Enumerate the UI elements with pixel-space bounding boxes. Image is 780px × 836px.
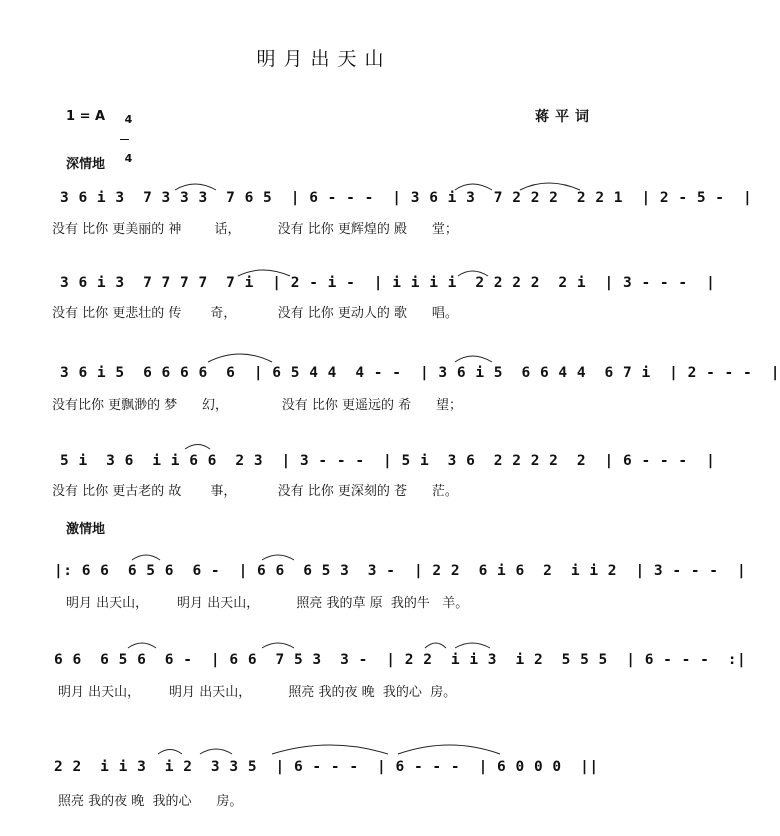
notation-row-1: 3 6 i 3 7 3 3 3 7 6 5 | 6 - - - | 3 6 i 3 7 2 2 2 2 2 1 | 2 - 5 - | bbox=[60, 190, 753, 206]
notation-row-5: |: 6 6 6 5 6 6 - | 6 6 6 5 3 3 - | 2 2 6 i 6 2 i i 2 | 3 - - - | bbox=[54, 563, 747, 579]
lyric-row-3: 没有比你 更飘渺的 梦 幻， 没有 比你 更遥远的 希 望； bbox=[52, 398, 462, 413]
slur bbox=[425, 643, 446, 648]
slur bbox=[132, 555, 160, 560]
slur bbox=[455, 356, 492, 362]
slur bbox=[238, 270, 290, 276]
slur bbox=[520, 183, 580, 190]
tie bbox=[272, 745, 388, 754]
lyric-row-6: 明月 出天山， 明月 出天山， 照亮 我的夜 晚 我的心 房。 bbox=[58, 685, 457, 700]
tempo-marking-1: 深情地 bbox=[66, 157, 106, 172]
notation-row-6: 6 6 6 5 6 6 - | 6 6 7 5 3 3 - | 2 2 i i 3 i 2 5 5 5 | 6 - - - :| bbox=[54, 652, 747, 668]
notation-row-3: 3 6 i 5 6 6 6 6 6 | 6 5 4 4 4 - - | 3 6 i 5 6 6 4 4 6 7 i | 2 - - - | bbox=[60, 365, 780, 381]
slur bbox=[158, 750, 182, 755]
slur bbox=[455, 643, 490, 648]
notation-row-2: 3 6 i 3 7 7 7 7 7 i | 2 - i - | i i i i 2 2 2 2 2 i | 3 - - - | bbox=[60, 275, 716, 291]
slur bbox=[175, 184, 216, 190]
lyricist-credit: 蒋平词 bbox=[535, 109, 595, 125]
lyric-row-5: 明月 出天山， 明月 出天山， 照亮 我的草 原 我的牛 羊。 bbox=[66, 596, 469, 611]
tie bbox=[398, 745, 500, 754]
slur bbox=[262, 643, 294, 648]
slur bbox=[262, 555, 294, 560]
slur bbox=[208, 354, 272, 362]
meter-bottom: 4 bbox=[124, 152, 133, 165]
notation-row-7: 2 2 i i 3 i 2 3 3 5 | 6 - - - | 6 - - - | 6 0 0 0 || bbox=[54, 759, 599, 775]
lyric-row-1: 没有 比你 更美丽的 神 话， 没有 比你 更辉煌的 殿 堂； bbox=[52, 222, 458, 237]
slur bbox=[200, 749, 232, 754]
meter-top: 4 bbox=[124, 113, 133, 126]
lyric-row-7: 照亮 我的夜 晚 我的心 房。 bbox=[58, 794, 243, 809]
key-signature: 1 = A bbox=[66, 109, 106, 124]
notation-row-4: 5 i 3 6 i i 6 6 2 3 | 3 - - - | 5 i 3 6 2 2 2 2 2 | 6 - - - | bbox=[60, 453, 716, 469]
slur bbox=[128, 643, 156, 648]
lyric-row-2: 没有 比你 更悲壮的 传 奇， 没有 比你 更动人的 歌 唱。 bbox=[52, 306, 458, 321]
lyric-row-4: 没有 比你 更古老的 故 事， 没有 比你 更深刻的 苍 茫。 bbox=[52, 484, 458, 499]
slur bbox=[458, 271, 488, 276]
slur bbox=[185, 445, 210, 450]
song-title: 明月出天山 bbox=[256, 48, 392, 70]
slur bbox=[455, 184, 492, 190]
tempo-marking-2: 激情地 bbox=[66, 522, 106, 537]
